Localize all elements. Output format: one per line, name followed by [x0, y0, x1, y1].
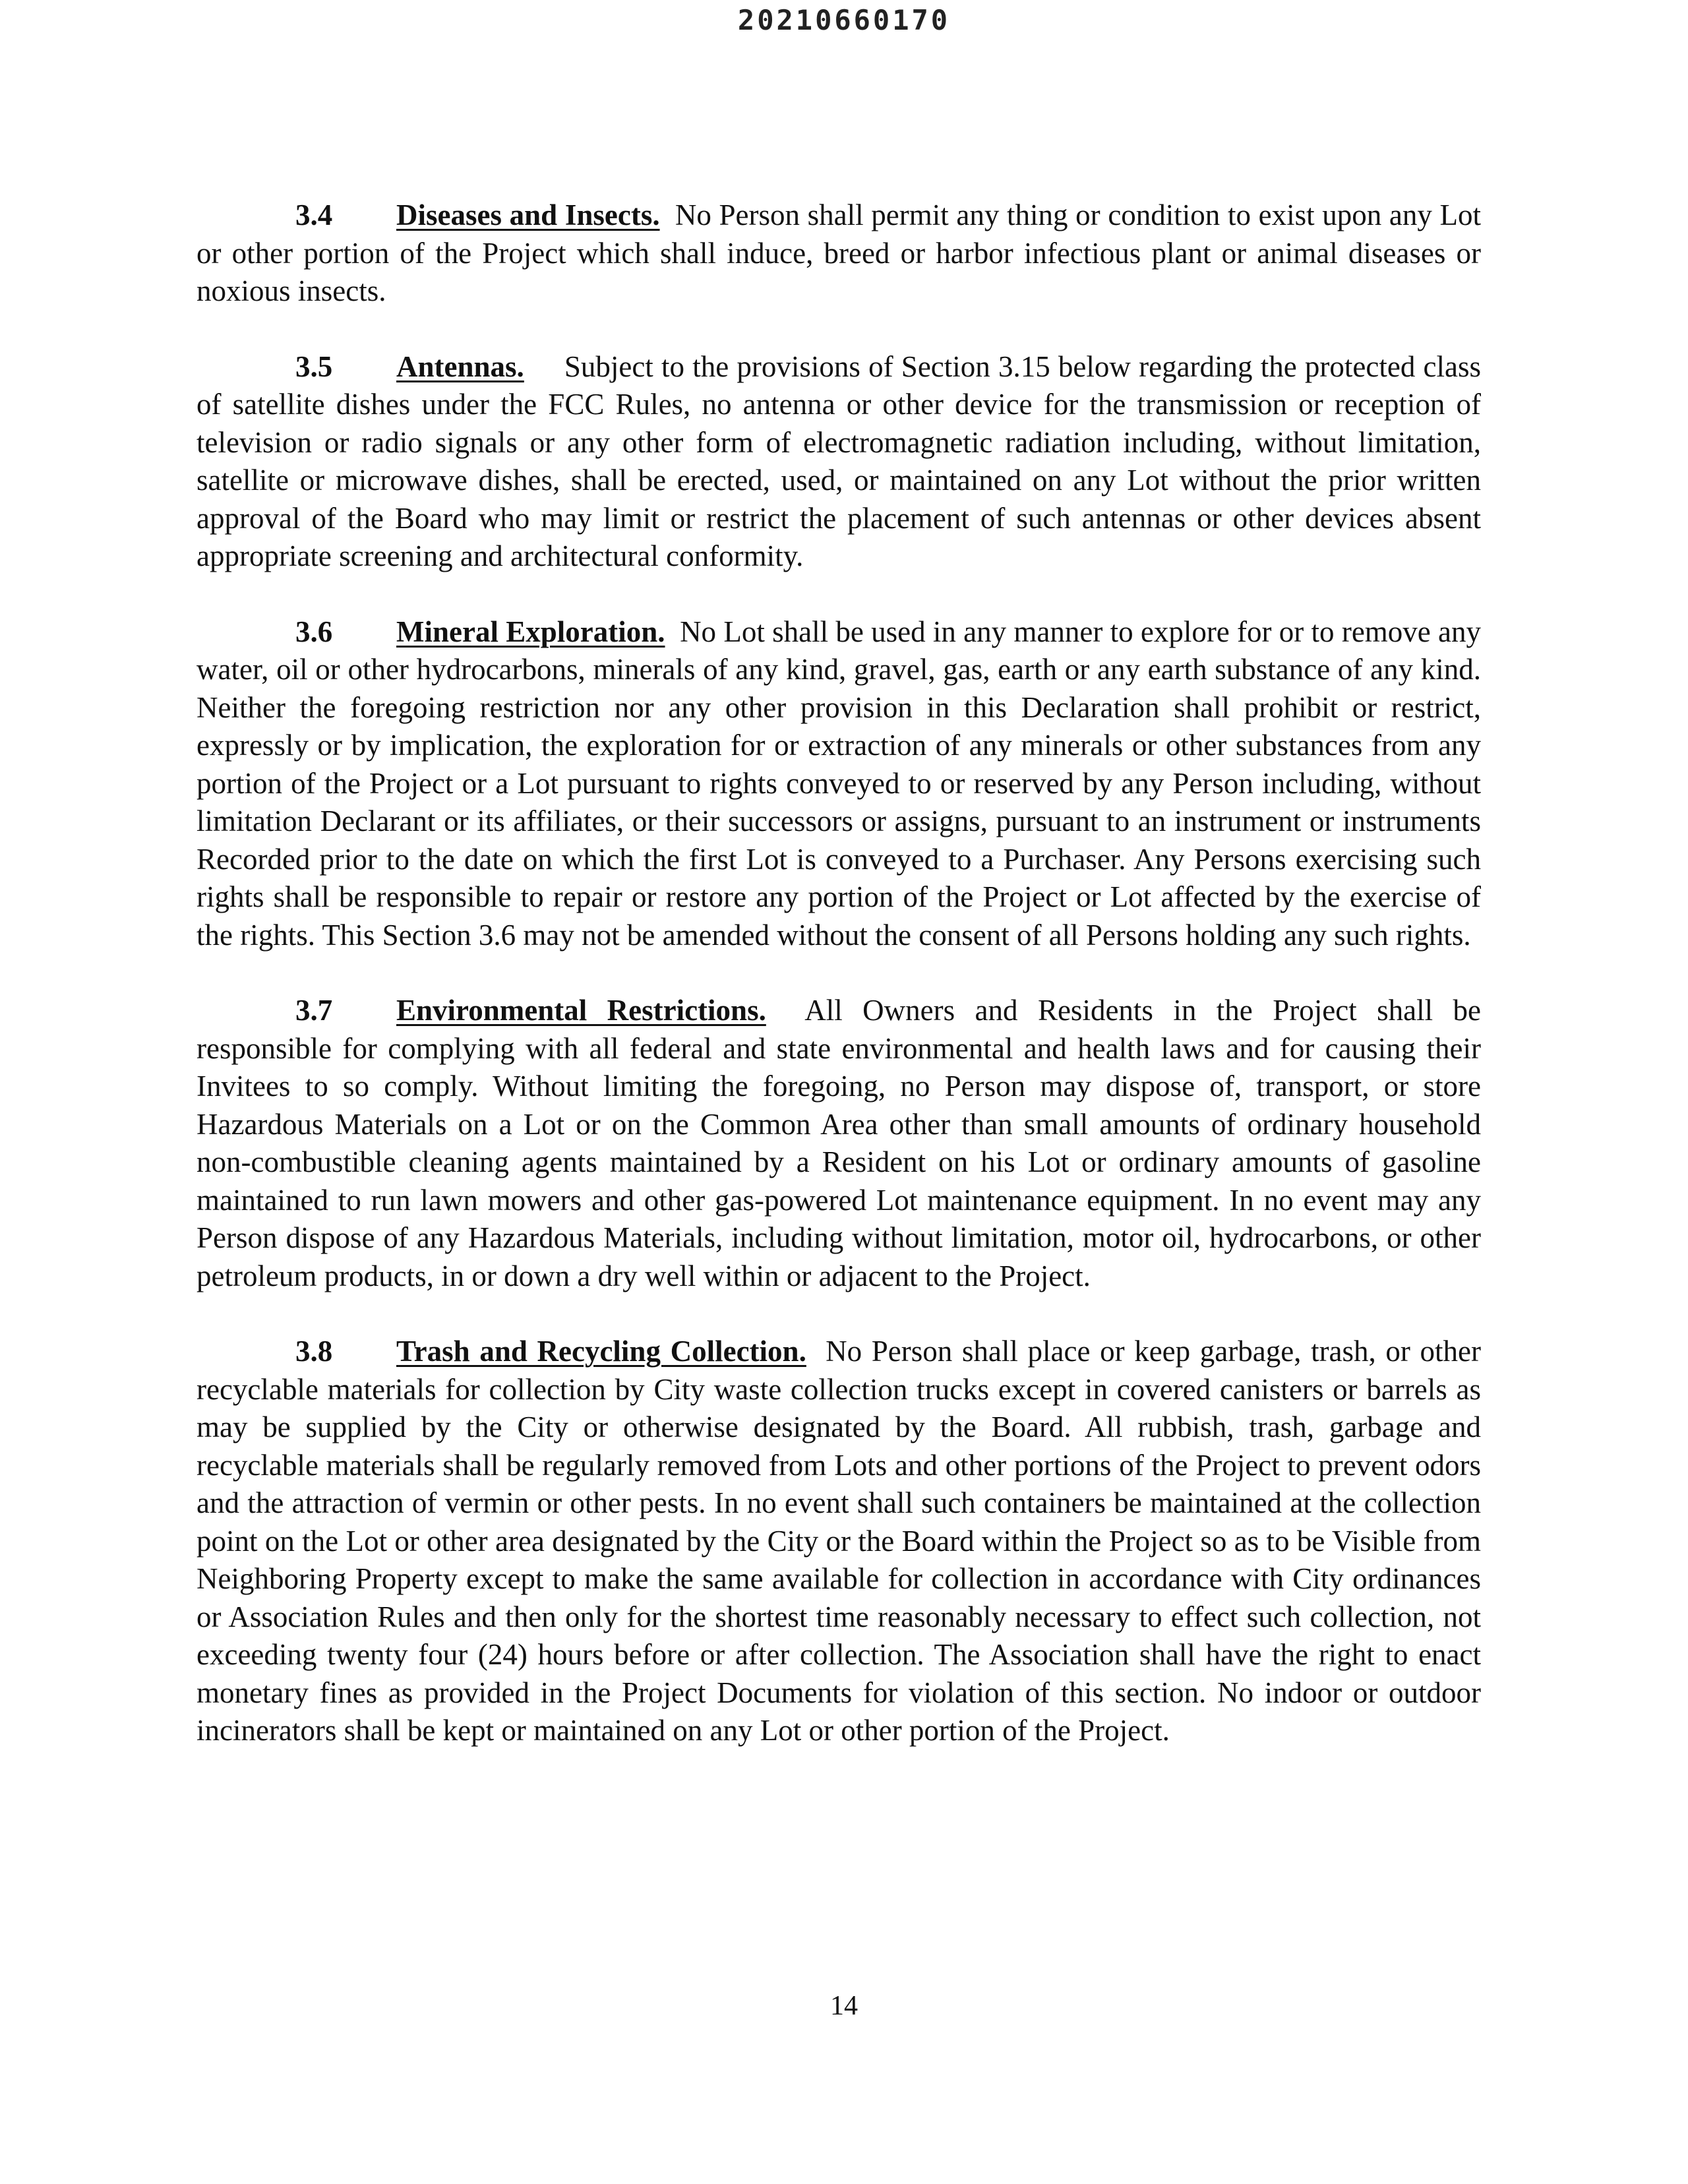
section-title: Diseases and Insects.: [396, 198, 660, 231]
page-number: 14: [830, 1991, 858, 2021]
section-number: 3.7: [295, 994, 333, 1027]
section-text: All Owners and Residents in the Project shall be responsible for complying with all federal and state environmental and health laws and for causing their Invitees to so comply. Without limiting the foregoing, no Person may dispose of, transport, or store Hazardous Materials on a Lot or on the Common Area other than small amounts of ordinary household non-combustible cleaning agents maintained by a Resident on his Lot or ordinary amounts of gasoline maintained to run lawn mowers and other gas-powered Lot maintenance equipment. In no event may any Person dispose of any Hazardous Materials, including without limitation, motor oil, hydrocarbons, or other petroleum products, in or down a dry well within or adjacent to the Project.: [196, 994, 1481, 1292]
section-3-5: [196, 348, 1481, 576]
section-text: No Person shall place or keep garbage, trash, or other recyclable materials for collection by City waste collection trucks except in covered canisters or barrels as may be supplied by the City or otherwise designated by the Board. All rubbish, trash, garbage and recyclable materials shall be regularly removed from Lots and other portions of the Project to prevent odors and the attraction of vermin or other pests. In no event shall such containers be maintained at the collection point on the Lot or other area designated by the City or the Board within the Project so as to be Visible from Neighboring Property except to make the same available for collection in accordance with City ordinances or Association Rules and then only for the shortest time reasonably necessary to effect such collection, not exceeding twenty four (24) hours before or after collection. The Association shall have the right to enact monetary fines as provided in the Project Documents for violation of this section. No indoor or outdoor incinerators shall be kept or maintained on any Lot or other portion of the Project.: [196, 1335, 1482, 1747]
section-3-6: [196, 613, 1481, 955]
document-body: [196, 197, 1481, 1788]
section-number: 3.4: [295, 198, 333, 231]
section-title: Trash and Recycling Collection.: [396, 1335, 806, 1368]
section-text: No Lot shall be used in any manner to explore for or to remove any water, oil or other hydrocarbons, minerals of any kind, gravel, gas, earth or any earth substance of any kind. Neither the foregoing restriction nor any other provision in this Declaration shall prohibit or restrict, expressly or by implication, the exploration for or extraction of any minerals or other substances from any portion of the Project or a Lot pursuant to rights conveyed to or reserved by any Person including, without limitation Declarant or its affiliates, or their successors or assigns, pursuant to an instrument or instruments Recorded prior to the date on which the first Lot is conveyed to a Purchaser. Any Persons exercising such rights shall be responsible to repair or restore any portion of the Project or Lot affected by the exercise of the rights. This Section 3.6 may not be amended without the consent of all Persons holding any such rights.: [196, 615, 1482, 952]
section-number: 3.8: [295, 1335, 333, 1368]
section-text: No Person shall permit any thing or condition to exist upon any Lot or other portion of the Project which shall induce, breed or harbor infectious plant or animal diseases or noxious insects.: [196, 198, 1481, 307]
section-title: Antennas.: [396, 349, 524, 383]
section-title: Environmental Restrictions.: [396, 994, 766, 1027]
section-text: Subject to the provisions of Section 3.15 below regarding the protected class of satellite dishes under the FCC Rules, no antenna or other device for the transmission or reception of television or radio signals or any other form of electromagnetic radiation including, without limitation, satellite or microwave dishes, shall be erected, used, or maintained on any Lot without the prior written approval of the Board who may limit or restrict the placement of such antennas or other devices absent appropriate screening and architectural conformity.: [196, 349, 1481, 572]
section-3-4: [196, 197, 1481, 311]
section-3-8: [196, 1333, 1481, 1750]
document-number: 20210660170: [737, 4, 951, 36]
section-title: Mineral Exploration.: [396, 615, 665, 648]
section-3-7: [196, 992, 1481, 1295]
section-number: 3.5: [295, 349, 333, 383]
section-number: 3.6: [295, 615, 333, 648]
